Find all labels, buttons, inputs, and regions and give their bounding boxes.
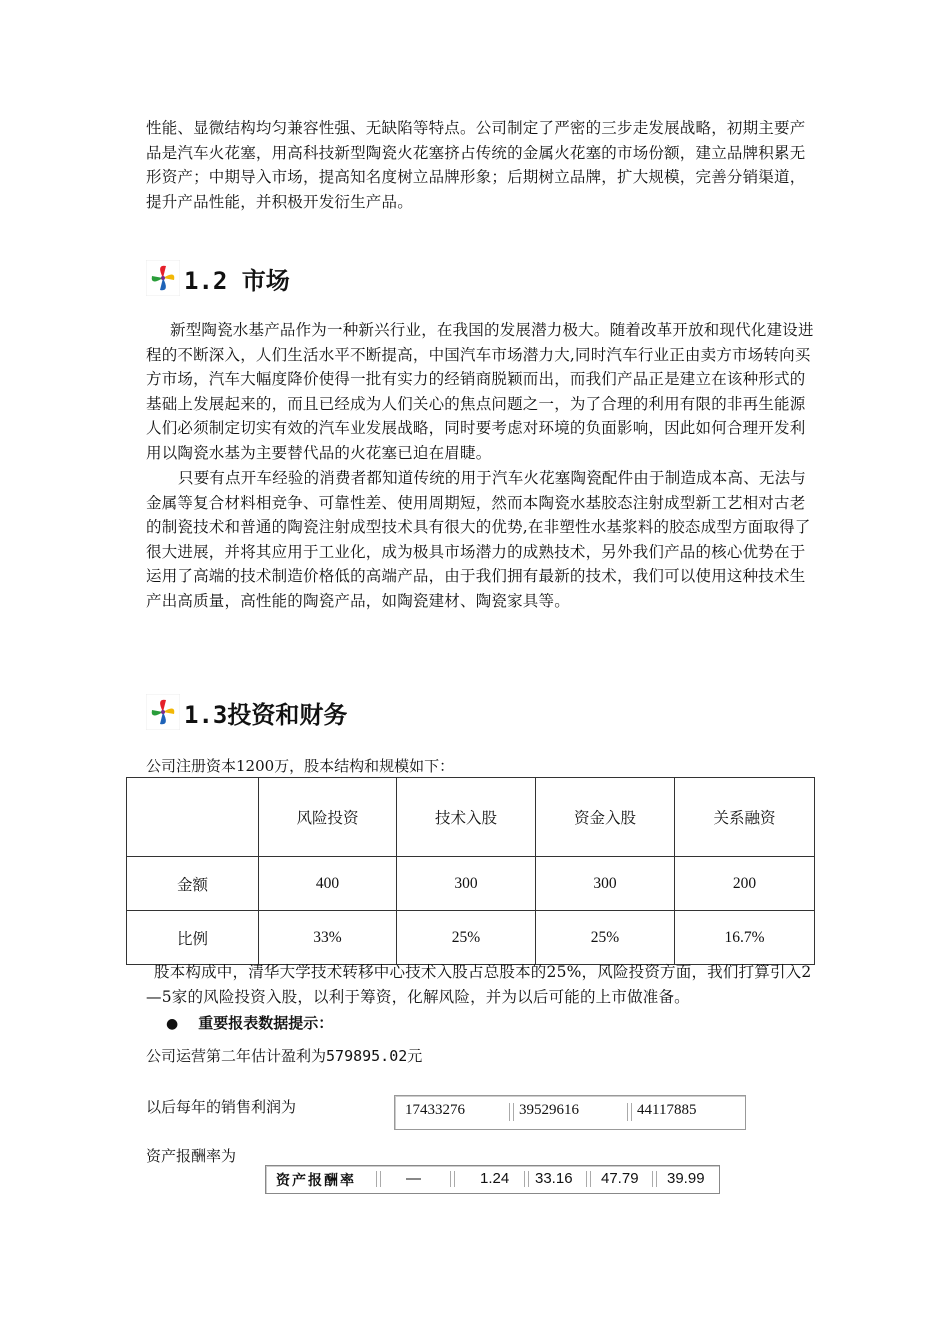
bullet-item <box>166 1012 333 1033</box>
separator <box>524 1171 529 1187</box>
separator <box>652 1171 657 1187</box>
table-cell: 金额 <box>127 857 259 911</box>
table-header-cell: 资金入股 <box>536 778 675 857</box>
equity-table <box>126 777 815 965</box>
sales-value: 39529616 <box>519 1102 579 1118</box>
separator <box>627 1103 632 1121</box>
sales-values-box <box>394 1095 746 1130</box>
bullet-dot-icon: ● <box>166 1016 179 1032</box>
table-cell: 比例 <box>127 911 259 965</box>
roi-label: 资产报酬率为 <box>146 1147 237 1165</box>
roi-value: 33.16 <box>535 1170 573 1187</box>
intro-paragraph: 性能、显微结构均匀兼容性强、无缺陷等特点。公司制定了严密的三步走发展战略，初期主要产品是汽车火花塞，用高科技新型陶瓷火花塞挤占传统的金属火花塞的市场份额，建立品牌积累无形资产；中期导入市场，提高知名度树立品牌形象；后期树立品牌，扩大规模，完善分销渠道，提升产品性能，并积极开发衍生产品。 <box>146 119 806 211</box>
market-paragraph-1: 新型陶瓷水基产品作为一种新兴行业，在我国的发展潜力极大。随着改革开放和现代化建设进程的不断深入，人们生活水平不断提高，中国汽车市场潜力大,同时汽车行业正由卖方市场转向买方市场，汽车大幅度降价使得一批有实力的经销商脱颖而出，而我们产品正是建立在该种形式的基础上发展起来的，而且已经成为人们关心的焦点问题之一，为了合理的利用有限的非再生能源人们必须制定切实有效的汽车业发展战略，同时要考虑对环境的负面影响，因此如何合理开发利用以陶瓷水基为主要替代品的火花塞已迫在眉睫。 <box>146 321 814 462</box>
roi-value: 1.24 <box>480 1170 510 1187</box>
sales-value: 17433276 <box>405 1102 465 1118</box>
table-row <box>127 857 815 911</box>
table-header-cell: 技术入股 <box>397 778 536 857</box>
finance-heading <box>146 694 347 730</box>
table-cell: 200 <box>675 857 815 911</box>
table-header-cell: 风险投资 <box>259 778 397 857</box>
table-header-cell <box>127 778 259 857</box>
profit-text: 公司运营第二年估计盈利为579895.02元 <box>146 1047 423 1065</box>
market-title: 1.2 市场 <box>184 267 290 295</box>
market-paragraph-2: 只要有点开车经验的消费者都知道传统的用于汽车火花塞陶瓷配件由于制造成本高、无法与金属等复合材料相竞争、可靠性差、使用周期短，然而本陶瓷水基胶态注射成型新工艺相对古老的制瓷技术和普通的陶瓷注射成型技术具有很大的优势,在非塑性水基浆料的胶态成型方面取得了很大进展，并将其应用于工业化，成为极具市场潜力的成熟技术，另外我们产品的核心优势在于运用了高端的技术制造价格低的高端产品，由于我们拥有最新的技术，我们可以使用这种技术生产出高质量，高性能的陶瓷产品，如陶瓷建材、陶瓷家具等。 <box>146 469 811 610</box>
capital-text: 公司注册资本1200万，股本结构和规模如下： <box>146 757 455 775</box>
pinwheel-logo-icon <box>146 260 180 296</box>
table-header-cell: 关系融资 <box>675 778 815 857</box>
separator <box>586 1171 591 1187</box>
roi-value: 47.79 <box>601 1170 639 1187</box>
equity-paragraph: 股本构成中，清华大学技术转移中心技术入股占总股本的25%，风险投资方面，我们打算引入2—5家的风险投资入股，以利于筹资，化解风险，并为以后可能的上市做准备。 <box>146 963 812 1006</box>
table-row <box>127 911 815 965</box>
roi-value: 39.99 <box>667 1170 705 1187</box>
table-cell: 300 <box>397 857 536 911</box>
table-cell: 33% <box>259 911 397 965</box>
table-cell: 400 <box>259 857 397 911</box>
table-cell: 25% <box>397 911 536 965</box>
market-heading <box>146 260 290 296</box>
sales-label: 以后每年的销售利润为 <box>146 1098 297 1116</box>
roi-row-name: 资产报酬率 <box>276 1173 356 1189</box>
bullet-label: 重要报表数据提示： <box>198 1014 334 1032</box>
sales-value: 44117885 <box>637 1102 697 1118</box>
separator <box>450 1171 455 1187</box>
table-cell: 25% <box>536 911 675 965</box>
roi-value: — <box>406 1170 421 1187</box>
table-cell: 300 <box>536 857 675 911</box>
finance-title: 1.3投资和财务 <box>184 701 348 729</box>
roi-values-box <box>265 1165 720 1194</box>
table-header-row <box>127 778 815 857</box>
separator <box>509 1103 514 1121</box>
separator <box>376 1171 381 1187</box>
pinwheel-logo-icon <box>146 694 180 730</box>
table-cell: 16.7% <box>675 911 815 965</box>
